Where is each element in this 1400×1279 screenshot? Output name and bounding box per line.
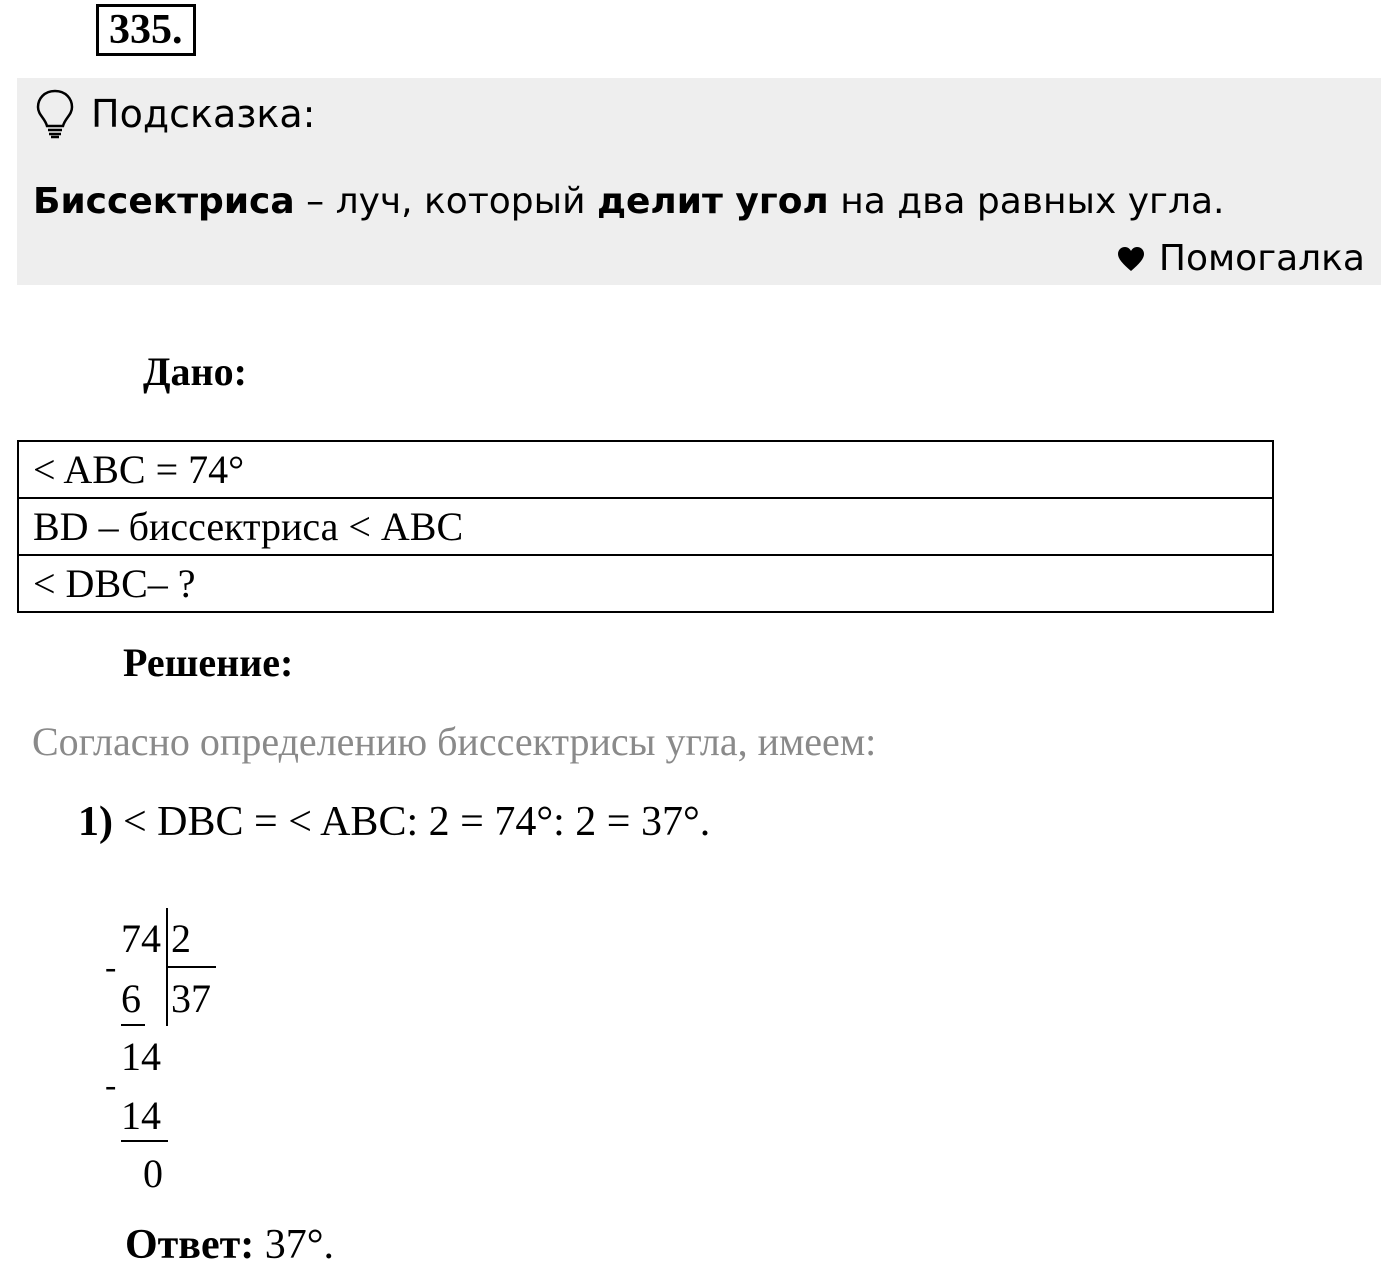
hint-box	[17, 78, 1381, 285]
division-remainder-1: 14	[121, 1034, 161, 1079]
hint-text	[33, 178, 1224, 226]
lightbulb-icon	[35, 88, 75, 140]
hint-title-row	[35, 88, 315, 140]
problem-number: 335.	[96, 4, 196, 56]
division-remainder-2: 0	[143, 1151, 163, 1196]
division-minus-2: -	[105, 1067, 117, 1104]
step-text: < DBC = < ABC: 2 = 74°: 2 = 37°.	[123, 799, 711, 845]
division-horizontal-line	[166, 966, 216, 968]
hint-text-part-2: на два равных угла.	[828, 181, 1225, 222]
division-subtrahend-1: 6	[121, 976, 141, 1021]
division-divisor: 2	[171, 916, 191, 961]
hint-credit	[1117, 235, 1365, 283]
division-subtrahend-2: 14	[121, 1093, 161, 1138]
division-underline-2	[121, 1140, 168, 1142]
hint-text-part-1: – луч, который	[294, 181, 597, 222]
step-number: 1)	[78, 799, 113, 845]
given-heading: Дано:	[143, 349, 247, 394]
given-row-1: < ABC = 74°	[18, 441, 1273, 498]
answer	[125, 1218, 334, 1272]
solution-heading: Решение:	[123, 640, 294, 685]
division-dividend: 74	[121, 916, 161, 961]
table-row	[18, 498, 1273, 555]
answer-value: 37°.	[254, 1222, 335, 1268]
division-underline-1	[121, 1024, 145, 1026]
answer-label: Ответ:	[125, 1222, 255, 1268]
hint-emphasis: делит угол	[596, 181, 829, 222]
solution-step	[78, 795, 710, 849]
solution-intro: Согласно определению биссектрисы угла, имеем:	[32, 719, 877, 764]
hint-term: Биссектриса	[33, 181, 295, 222]
given-row-2: BD – биссектриса < ABC	[18, 498, 1273, 555]
given-table	[17, 440, 1274, 613]
table-row	[18, 555, 1273, 612]
division-quotient: 37	[171, 976, 211, 1021]
heart-icon	[1117, 246, 1145, 272]
hint-title: Подсказка:	[91, 92, 316, 136]
given-row-3: < DBC– ?	[18, 555, 1273, 612]
hint-credit-label: Помогалка	[1158, 238, 1365, 279]
division-minus-1: -	[105, 949, 117, 986]
table-row	[18, 441, 1273, 498]
